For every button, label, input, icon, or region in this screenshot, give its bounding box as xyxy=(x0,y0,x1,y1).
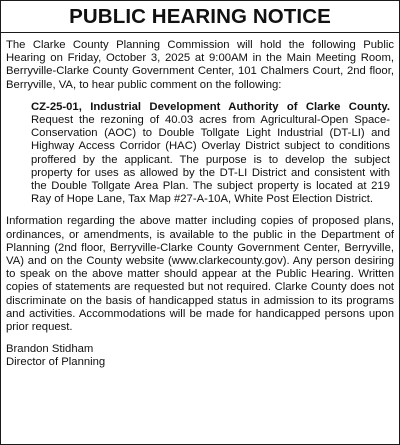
info-paragraph: Information regarding the above matter including copies of proposed plans, ordinances, or amendments, is available to the public in the Department of Planning (2nd floor, Berryville-Clarke County Government Center, Berryville, VA) and on the County website (www.clarkecounty.gov). Any person desiring to speak on the above matter should appear at the Public Hearing. Written copies of statements are requested but not required. Clarke County does not discriminate on the basis of handicapped status in admission to its programs and activities. Accommodations will be made for handicapped persons upon prior request. xyxy=(6,215,394,334)
case-description: Request the rezoning of 40.03 acres from Agricultural-Open Space-Conservation (AOC) to Double Tollgate Light Industrial (DT-LI) and Highway Access Corridor (HAC) Overlay District subject to conditions proffered by the applicant. The purpose is to develop the subject property for uses as allowed by the DT-LI District and consistent with the Double Tollgate Area Plan. The subject property is located at 219 Ray of Hope Lane, Tax Map #27-A-10A, White Post Election District. xyxy=(31,114,390,206)
signature-block xyxy=(6,343,394,369)
signature-title: Director of Planning xyxy=(6,356,106,369)
signature-name: Brandon Stidham xyxy=(6,343,94,356)
intro-paragraph: The Clarke County Planning Commission will hold the following Public Hearing on Friday, October 3, 2025 at 9:00AM in the Main Meeting Room, Berryville-Clarke County Government Center, 101 Chalmers Court, 2nd floor, Berryville, VA, to hear public comment on the following: xyxy=(6,39,394,91)
case-paragraph xyxy=(31,101,390,207)
case-id: CZ-25-01, Industrial Development Authority of Clarke County. xyxy=(31,100,390,113)
notice-title: PUBLIC HEARING NOTICE xyxy=(1,1,399,33)
notice-body xyxy=(1,33,399,370)
